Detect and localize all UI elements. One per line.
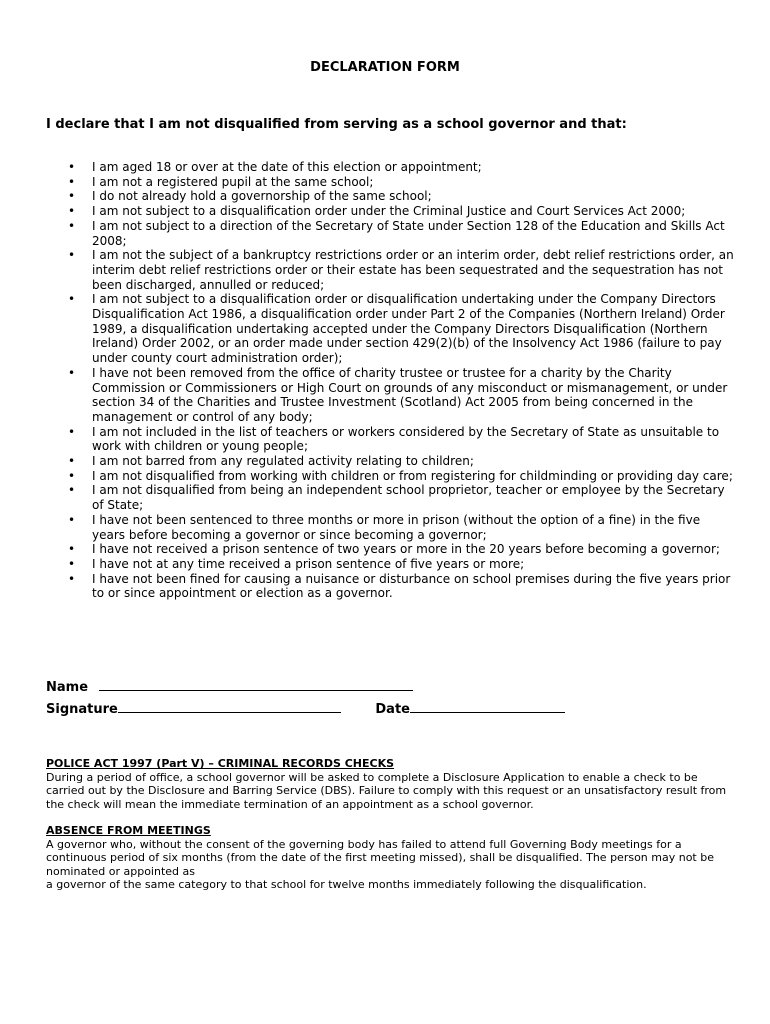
clause-text: I am not a registered pupil at the same school;: [92, 174, 374, 189]
date-line[interactable]: [410, 700, 565, 713]
name-line[interactable]: [99, 678, 413, 691]
clause-item: [46, 160, 736, 175]
bullet-icon: •: [68, 483, 76, 498]
bullet-icon: •: [68, 556, 76, 571]
clause-item: [46, 248, 736, 292]
bullet-icon: •: [68, 189, 76, 204]
clause-text: I do not already hold a governorship of the same school;: [92, 189, 432, 204]
clause-item: [46, 175, 736, 190]
police-act-body: During a period of office, a school governor will be asked to complete a Disclosure Application to enable a check to be carried out by the Disclosure and Barring Service (DBS). Failure to comply with this request or an unsatisfactory result from the check will mean the immediate termination of an appointment as a school governor.: [46, 770, 727, 811]
clause-item: [46, 292, 736, 366]
clause-item: [46, 425, 736, 454]
clause-item: [46, 189, 736, 204]
clause-item: [46, 557, 736, 572]
bullet-icon: •: [68, 248, 76, 263]
bullet-icon: •: [68, 542, 76, 557]
clause-text: I am not included in the list of teachers or workers considered by the Secretary of State as unsuitable to work with children or young people;: [92, 424, 720, 454]
bullet-icon: •: [68, 454, 76, 469]
name-label: Name: [46, 680, 89, 695]
absence-body-1: A governor who, without the consent of the governing body has failed to attend full Governing Body meetings for a continuous period of six months (from the date of the first meeting missed), shall be disqualified. The person may not be nominated or appointed as: [46, 837, 714, 878]
clause-item: [46, 542, 736, 557]
clause-text: I have not been fined for causing a nuisance or disturbance on school premises during the five years prior to or since appointment or election as a governor.: [92, 571, 731, 601]
clause-item: [46, 469, 736, 484]
bullet-icon: •: [68, 292, 76, 307]
clause-item: [46, 513, 736, 542]
bullet-icon: •: [68, 468, 76, 483]
clause-list: [46, 160, 736, 601]
clause-item: [46, 483, 736, 512]
signature-row: [46, 700, 565, 717]
bullet-icon: •: [68, 204, 76, 219]
clause-text: I am not subject to a direction of the Secretary of State under Section 128 of the Education and Skills Act 2008;: [92, 218, 725, 248]
clause-text: I am not disqualified from being an independent school proprietor, teacher or employee by the Secretary of State;: [92, 483, 725, 513]
clause-text: I am aged 18 or over at the date of this election or appointment;: [92, 160, 482, 174]
clause-text: I am not the subject of a bankruptcy restrictions order or an interim order, debt relief restrictions order, an interim debt relief restrictions order or their estate has been sequestrated and the sequestration has not been discharged, annulled or reduced;: [92, 248, 734, 292]
bullet-icon: •: [68, 174, 76, 189]
clause-item: [46, 454, 736, 469]
police-act-heading: POLICE ACT 1997 (Part V) – CRIMINAL RECORDS CHECKS: [46, 757, 395, 770]
declaration-intro: I declare that I am not disqualified from serving as a school governor and that:: [46, 117, 627, 132]
bullet-icon: •: [68, 512, 76, 527]
clause-item: [46, 366, 736, 425]
bullet-icon: •: [68, 424, 76, 439]
bullet-icon: •: [68, 160, 76, 174]
bullet-icon: •: [68, 365, 76, 380]
clause-item: [46, 572, 736, 601]
clause-text: I have not been removed from the office of charity trustee or trustee for a charity by the Charity Commission or Commissioners or High Court on grounds of any misconduct or mismanagement, or under section 34 of the Charities and Trustee Investment (Scotland) Act 2005 from being concerned in the management or control of any body;: [92, 365, 728, 424]
clause-text: I have not at any time received a prison sentence of five years or more;: [92, 556, 525, 571]
clause-text: I am not subject to a disqualification order or disqualification undertaking under the Company Directors Disqualification Act 1986, a disqualification order under Part 2 of the Companies (Northern Ireland) Order 1989, a disqualification undertaking accepted under the Company Directors Disqualification (Northern Ireland) Order 2002, or an order made under section 429(2)(b) of the Insolvency Act 1986 (failure to pay under county court administration order);: [92, 292, 725, 366]
date-label: Date: [375, 702, 410, 717]
bullet-icon: •: [68, 571, 76, 586]
police-act-section: [46, 757, 736, 811]
clause-text: I have not been sentenced to three months or more in prison (without the option of a fine) in the five years before becoming a governor or since becoming a governor;: [92, 512, 701, 542]
page-title: DECLARATION FORM: [310, 60, 460, 75]
clause-text: I am not disqualified from working with children or from registering for childminding or providing day care;: [92, 468, 733, 483]
absence-section: [46, 824, 736, 892]
absence-body-2: a governor of the same category to that school for twelve months immediately following the disqualification.: [46, 878, 647, 892]
clause-item: [46, 204, 736, 219]
name-row: [46, 678, 413, 695]
clause-text: I am not subject to a disqualification order under the Criminal Justice and Court Services Act 2000;: [92, 204, 686, 219]
bullet-icon: •: [68, 218, 76, 233]
clause-text: I have not received a prison sentence of two years or more in the 20 years before becoming a governor;: [92, 542, 720, 557]
clause-text: I am not barred from any regulated activity relating to children;: [92, 454, 474, 469]
clause-item: [46, 219, 736, 248]
signature-line[interactable]: [118, 700, 341, 713]
signature-label: Signature: [46, 702, 118, 717]
absence-heading: ABSENCE FROM MEETINGS: [46, 824, 211, 837]
